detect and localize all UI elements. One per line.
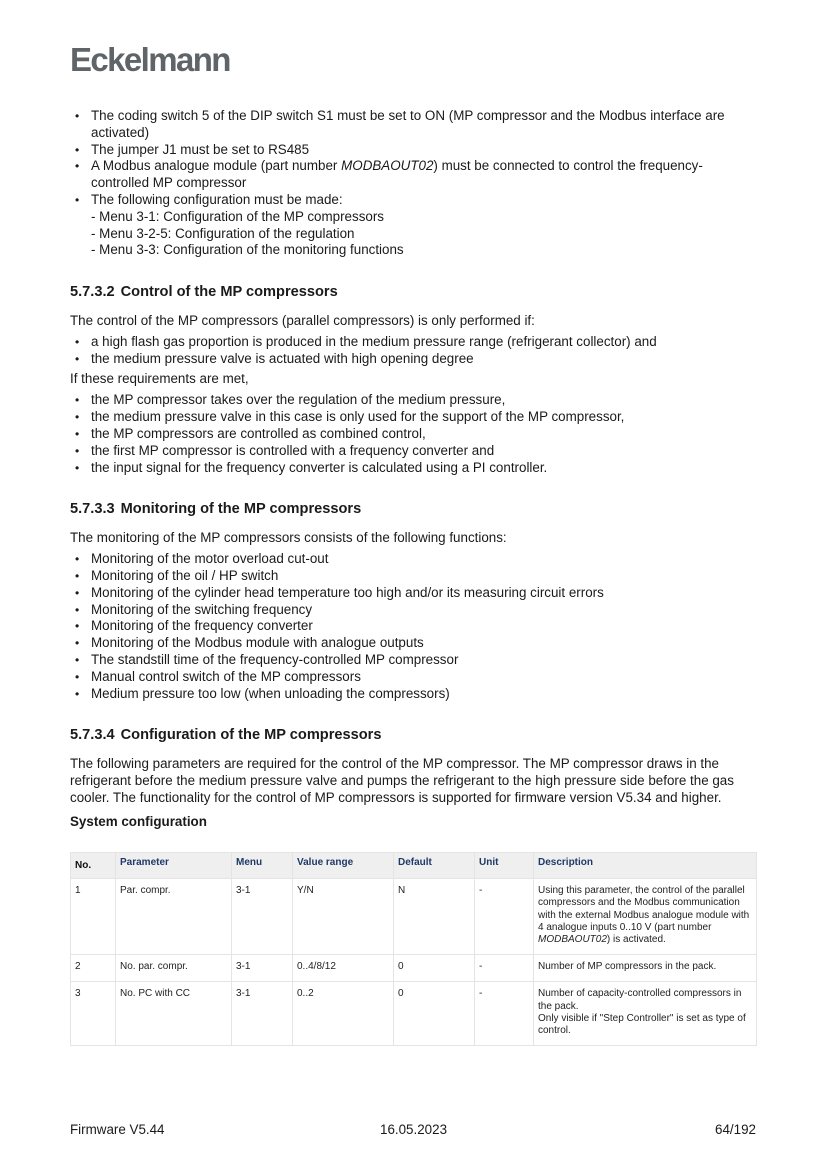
list-item: • The jumper J1 must be set to RS485 bbox=[70, 142, 760, 159]
list-item: • Monitoring of the Modbus module with analogue outputs bbox=[70, 635, 760, 652]
paragraph: If these requirements are met, bbox=[70, 370, 249, 386]
section-heading-control bbox=[70, 283, 760, 301]
footer-page-number: 64/192 bbox=[715, 1122, 756, 1137]
menu-sub-item: - Menu 3-2-5: Configuration of the regulation bbox=[91, 225, 355, 241]
part-number: MODBAOUT02 bbox=[538, 934, 607, 946]
list-item: • Monitoring of the cylinder head temperature too high and/or its measuring circuit errors bbox=[70, 585, 760, 602]
column-header-menu: Menu bbox=[232, 853, 293, 879]
cell-no: 1 bbox=[71, 879, 116, 955]
cell-description bbox=[534, 982, 757, 1046]
list-item: • The coding switch 5 of the DIP switch S1 must be set to ON (MP compressor and the Modbus interface are activated) bbox=[70, 108, 760, 142]
system-configuration-table bbox=[70, 852, 757, 1046]
list-item: • Monitoring of the frequency converter bbox=[70, 618, 760, 635]
list-item: • a high flash gas proportion is produced in the medium pressure range (refrigerant collector) and bbox=[70, 334, 760, 351]
cell-no: 3 bbox=[71, 982, 116, 1046]
column-header-unit: Unit bbox=[475, 853, 534, 879]
list-item: • the MP compressors are controlled as combined control, bbox=[70, 426, 760, 443]
menu-sub-item: - Menu 3-3: Configuration of the monitoring functions bbox=[91, 242, 404, 258]
text: ) is activated. bbox=[606, 934, 666, 946]
list-item: • Medium pressure too low (when unloading the compressors) bbox=[70, 686, 760, 703]
cell-menu: 3-1 bbox=[232, 982, 293, 1046]
list-item: • Manual control switch of the MP compressors bbox=[70, 669, 760, 686]
cell-unit: - bbox=[475, 955, 534, 982]
list-item bbox=[70, 158, 760, 192]
cell-parameter: No. PC with CC bbox=[116, 982, 232, 1046]
menu-sub-item: - Menu 3-1: Configuration of the MP compressors bbox=[91, 208, 384, 224]
table-row bbox=[71, 982, 757, 1046]
column-header-parameter: Parameter bbox=[116, 853, 232, 879]
cell-default: 0 bbox=[394, 955, 475, 982]
cell-description bbox=[534, 879, 757, 955]
paragraph: The following parameters are required for the control of the MP compressor. The MP compressor draws in the refrigerant before the medium pressure valve and pumps the refrigerant to the high pressure side before the gas cooler. The functionality for the control of MP compressors is supported for firmware version V5.34 and higher. bbox=[70, 756, 734, 805]
cell-description bbox=[534, 955, 757, 982]
text: Only visible if "Step Controller" is set as type of control. bbox=[538, 1012, 746, 1037]
cell-menu: 3-1 bbox=[232, 955, 293, 982]
column-header-no: No. bbox=[71, 853, 116, 879]
cell-no: 2 bbox=[71, 955, 116, 982]
section-heading-configuration bbox=[70, 726, 760, 744]
part-number: MODBAOUT02 bbox=[341, 158, 434, 174]
conditions-list bbox=[70, 334, 760, 368]
list-item: • the medium pressure valve is actuated with high opening degree bbox=[70, 351, 760, 368]
column-header-value-range: Value range bbox=[293, 853, 394, 879]
list-item: • The standstill time of the frequency-controlled MP compressor bbox=[70, 652, 760, 669]
footer-date: 16.05.2023 bbox=[380, 1122, 448, 1137]
cell-value-range: 0..2 bbox=[293, 982, 394, 1046]
text: Using this parameter, the control of the parallel compressors and the Modbus communication with the external Modbus analogue module with 4 analogue inputs 0..10 V (part number bbox=[538, 885, 750, 933]
table-title: System configuration bbox=[70, 813, 207, 829]
list-item: • Monitoring of the oil / HP switch bbox=[70, 568, 760, 585]
section-number: 5.7.3.4 bbox=[70, 727, 115, 744]
cell-unit: - bbox=[475, 982, 534, 1046]
section-title: Monitoring of the MP compressors bbox=[120, 501, 362, 518]
cell-value-range: 0..4/8/12 bbox=[293, 955, 394, 982]
section-title: Configuration of the MP compressors bbox=[120, 727, 382, 744]
cell-default: 0 bbox=[394, 982, 475, 1046]
results-list bbox=[70, 392, 760, 476]
cell-value-range: Y/N bbox=[293, 879, 394, 955]
cell-default: N bbox=[394, 879, 475, 955]
column-header-description: Description bbox=[534, 853, 757, 879]
table-row bbox=[71, 955, 757, 982]
column-header-default: Default bbox=[394, 853, 475, 879]
list-item: • Monitoring of the motor overload cut-out bbox=[70, 551, 760, 568]
list-item: • the input signal for the frequency converter is calculated using a PI controller. bbox=[70, 460, 760, 477]
cell-menu: 3-1 bbox=[232, 879, 293, 955]
section-number: 5.7.3.2 bbox=[70, 284, 115, 301]
text: Number of capacity-controlled compressors in the pack. bbox=[538, 988, 742, 1012]
cell-parameter: Par. compr. bbox=[116, 879, 232, 955]
section-heading-monitoring bbox=[70, 500, 760, 518]
list-item: • Monitoring of the switching frequency bbox=[70, 602, 760, 619]
footer-firmware: Firmware V5.44 bbox=[70, 1122, 165, 1137]
table-header-row bbox=[71, 853, 757, 879]
paragraph: The control of the MP compressors (parallel compressors) is only performed if: bbox=[70, 313, 535, 329]
list-item bbox=[70, 192, 760, 259]
paragraph: The monitoring of the MP compressors consists of the following functions: bbox=[70, 530, 507, 546]
text: ) must be connected to control the frequency-controlled MP compressor bbox=[91, 158, 703, 191]
table-row bbox=[71, 879, 757, 955]
list-item: • the medium pressure valve in this case is only used for the support of the MP compressor, bbox=[70, 409, 760, 426]
cell-parameter: No. par. compr. bbox=[116, 955, 232, 982]
text: • The following configuration must be made: bbox=[91, 191, 343, 207]
list-item: • the first MP compressor is controlled with a frequency converter and bbox=[70, 443, 760, 460]
cell-unit: - bbox=[475, 879, 534, 955]
eckelmann-logo: Eckelmann bbox=[70, 41, 230, 78]
section-number: 5.7.3.3 bbox=[70, 501, 115, 518]
text: Number of MP compressors in the pack. bbox=[538, 961, 717, 973]
list-item: • the MP compressor takes over the regulation of the medium pressure, bbox=[70, 392, 760, 409]
prerequisites-list bbox=[70, 108, 760, 259]
text: A Modbus analogue module (part number bbox=[91, 158, 342, 174]
monitoring-functions-list bbox=[70, 551, 760, 702]
page-content bbox=[70, 108, 760, 830]
section-title: Control of the MP compressors bbox=[120, 284, 338, 301]
